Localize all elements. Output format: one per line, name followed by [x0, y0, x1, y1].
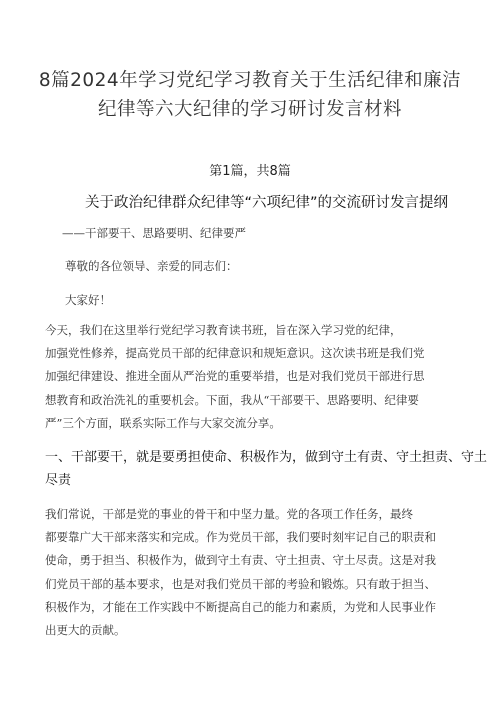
document-title — [30, 66, 470, 124]
paragraph-line: 想教育和政治洗礼的重要机会。下面，我从“干部要干、思路要明、纪律要 — [45, 392, 419, 407]
greeting: 大家好！ — [65, 293, 111, 307]
paragraph-line: 都要靠广大干部来落实和完成。作为党员干部，我们要时刻牢记自己的职责和 — [45, 530, 436, 545]
paragraph-line: 出更大的贡献。 — [45, 623, 126, 638]
section-heading-1 — [45, 446, 488, 492]
heading-line: 一、干部要干，就是要勇担使命、积极作为，做到守土有责、守土担责、守土 — [45, 450, 488, 465]
paragraph-line: 们党员干部的基本要求，也是对我们党员干部的考验和锻炼。只有敢于担当、 — [45, 576, 436, 591]
paragraph-line: 积极作为，才能在工作实践中不断提高自己的能力和素质，为党和人民事业作 — [45, 599, 436, 614]
title-line: 8篇2024年学习党纪学习教育关于生活纪律和廉洁 — [38, 70, 462, 91]
heading-line: 尽责 — [45, 473, 72, 488]
paragraph-line: 加强纪律建设、推进全面从严治党的重要举措，也是对我们党员干部进行思 — [45, 369, 425, 384]
paragraph-section-1 — [45, 503, 465, 642]
paragraph-line: 严”三个方面，联系实际工作与大家交流分享。 — [45, 415, 281, 430]
part-label: 第1篇，共8篇 — [209, 164, 291, 179]
section-title: 关于政治纪律群众纪律等“六项纪律”的交流研讨发言提纲 — [85, 195, 449, 211]
title-line: 纪律等六大纪律的学习研讨发言材料 — [97, 99, 402, 120]
paragraph-line: 使命，勇于担当、积极作为，做到守土有责、守土担责、守土尽责。这是对我 — [45, 553, 436, 568]
paragraph-line: 今天，我们在这里举行党纪学习教育读书班，旨在深入学习党的纪律， — [45, 323, 402, 337]
salutation: 尊敬的各位领导、亲爱的同志们： — [65, 259, 238, 273]
subtitle: ——干部要干、思路要明、纪律要严 — [62, 226, 246, 240]
paragraph-line: 加强党性修养，提高党员干部的纪律意识和规矩意识。这次读书班是我们党 — [45, 346, 425, 361]
paragraph-introduction — [45, 319, 465, 435]
paragraph-line: 我们常说，干部是党的事业的骨干和中坚力量。党的各项工作任务，最终 — [45, 507, 413, 521]
